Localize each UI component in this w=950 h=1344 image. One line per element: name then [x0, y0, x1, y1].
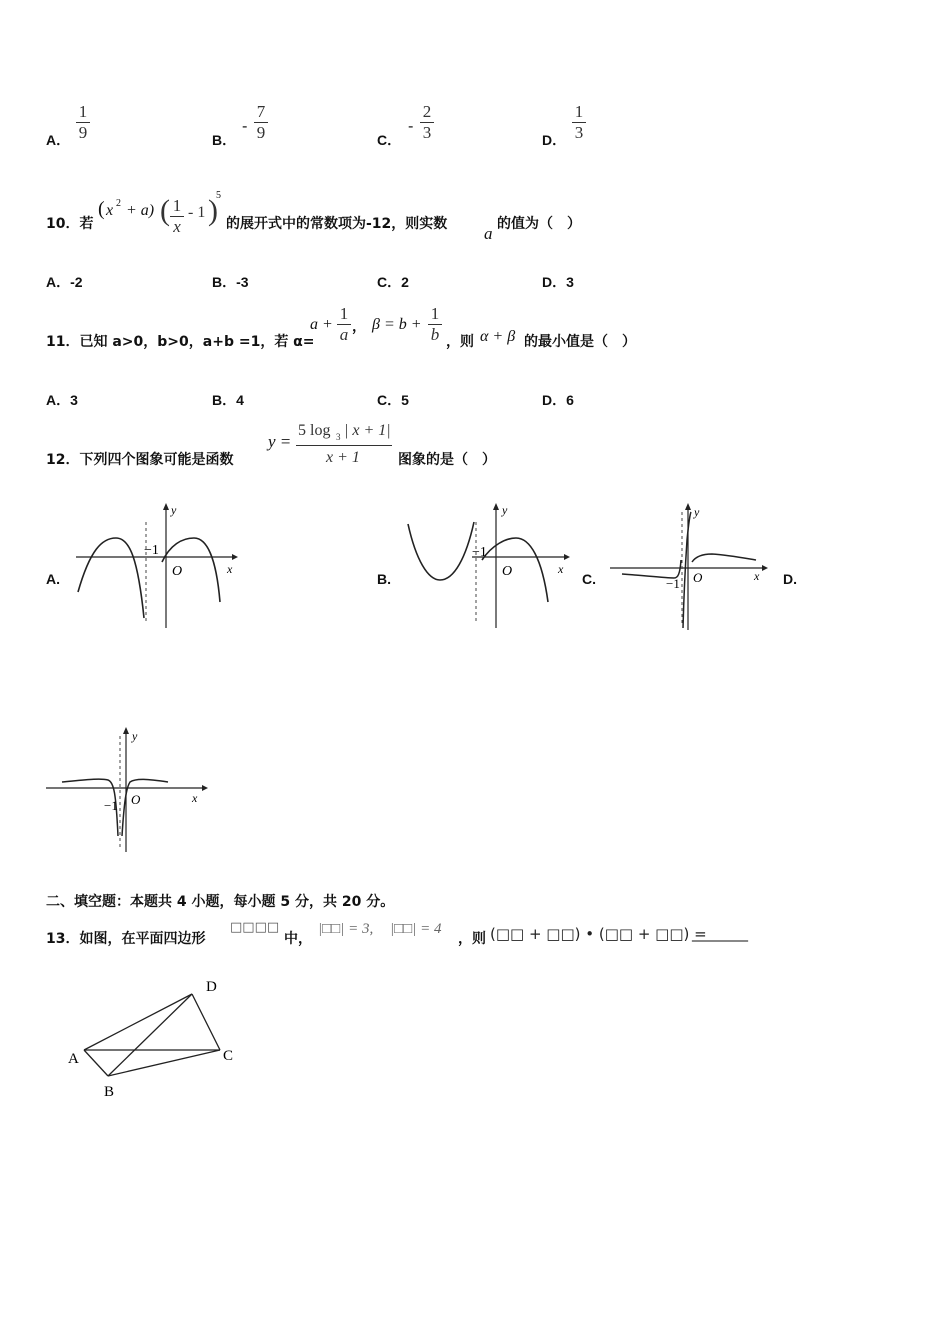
- q12-graph-b: [402, 500, 574, 630]
- svg-text:−1: −1: [666, 576, 680, 591]
- svg-text:−1: −1: [104, 798, 118, 813]
- q9-option-b-label: B．: [212, 132, 237, 148]
- q10-number: 10．若: [46, 216, 94, 232]
- q13-quadrilateral-figure: [62, 974, 248, 1100]
- q10-fraction: 1 x: [170, 196, 184, 237]
- svg-text:O: O: [131, 792, 141, 807]
- svg-text:x: x: [558, 562, 564, 576]
- q9-option-c-sign: -: [408, 116, 414, 135]
- svg-text:y: y: [132, 729, 138, 743]
- q11-text-start: 11．已知 a>0，b>0，a+b =1，若 α=: [46, 334, 315, 350]
- q13-vector-expression: (□□ + □□) • (□□ + □□) =: [490, 925, 707, 943]
- q13-text-start: 13．如图，在平面四边形: [46, 931, 206, 947]
- q12-function-fraction: 5 log 3 | x + 1| x + 1: [298, 422, 391, 466]
- q11-option-a: A．3: [46, 392, 78, 408]
- q12-graph-c: [608, 500, 770, 632]
- q11-text-end: 的最小值是（ ）: [524, 334, 636, 350]
- q10-var-a: a: [484, 224, 493, 243]
- q11-alpha-expr: a +: [310, 316, 333, 333]
- q13-text-in: 中，: [284, 931, 312, 947]
- q11-beta-fraction: 1 b: [428, 304, 442, 345]
- svg-text:x: x: [227, 562, 233, 576]
- svg-text:O: O: [172, 564, 183, 579]
- q10-minus-one: - 1: [188, 204, 206, 221]
- q13-answer-blank: ________: [692, 926, 748, 942]
- q10-expr-x: x: [106, 202, 114, 219]
- q9-option-d-label: D．: [542, 132, 567, 148]
- q12-graph-a: [70, 500, 240, 630]
- q13-quad-placeholder: □□□□: [230, 920, 280, 935]
- q12-option-d-label: D.: [783, 571, 797, 587]
- svg-text:y: y: [502, 503, 508, 517]
- q12-option-a-label: A.: [46, 571, 60, 587]
- q10-text-mid: 的展开式中的常数项为-12，则实数: [226, 216, 448, 232]
- q13-label-b: B: [104, 1084, 115, 1100]
- q13-cond1: |□□| = 3,: [318, 921, 374, 937]
- q9-option-b-fraction: 7 9: [254, 102, 268, 143]
- q11-sum-expr: α + β: [480, 328, 516, 345]
- q13-text-then: ，则: [458, 931, 486, 947]
- q10-expr-plus-a: + a): [126, 202, 155, 219]
- q11-option-b: B．4: [212, 392, 244, 408]
- q9-option-a-fraction: 1 9: [76, 102, 90, 143]
- q11-alpha-fraction: 1 a: [337, 304, 351, 345]
- q9-option-c-label: C．: [377, 132, 402, 148]
- q12-graph-d: [44, 724, 210, 856]
- q12-text-start: 12．下列四个图象可能是函数: [46, 452, 234, 468]
- q9-option-b-sign: -: [242, 116, 248, 135]
- q9-option-c-fraction: 2 3: [420, 102, 434, 143]
- q10-option-a: A．-2: [46, 274, 83, 290]
- q9-option-a-label: A．: [46, 132, 71, 148]
- q12-y-eq: y =: [268, 432, 292, 451]
- svg-text:y: y: [694, 505, 700, 519]
- q10-option-b: B．-3: [212, 274, 249, 290]
- q10-expr-square: 2: [116, 198, 121, 209]
- q11-comma: ，: [352, 319, 366, 335]
- q9-option-d-fraction: 1 3: [572, 102, 586, 143]
- q12-option-c-label: C.: [582, 571, 596, 587]
- svg-text:O: O: [502, 564, 513, 579]
- q10-power: 5: [216, 190, 221, 201]
- svg-text:O: O: [693, 570, 703, 585]
- q11-option-d: D．6: [542, 392, 574, 408]
- q13-label-a: A: [68, 1051, 79, 1067]
- svg-text:x: x: [754, 569, 760, 583]
- q11-beta-expr: β = b +: [372, 316, 422, 333]
- q11-text-then: ，则: [446, 334, 474, 350]
- q13-label-c: C: [223, 1048, 234, 1064]
- q10-text-end: 的值为（ ）: [497, 216, 581, 232]
- q10-expression: ( x 2 + a) ( 1 x - 1 ) 5: [98, 190, 221, 236]
- svg-text:−1: −1: [144, 543, 159, 558]
- q10-option-c: C．2: [377, 274, 409, 290]
- svg-text:y: y: [171, 503, 177, 517]
- q12-option-b-label: B.: [377, 571, 391, 587]
- q13-label-d: D: [206, 979, 217, 995]
- svg-text:−1: −1: [472, 545, 487, 560]
- q13-cond2: |□□| = 4: [390, 921, 442, 937]
- svg-text:x: x: [192, 791, 198, 805]
- q12-text-end: 图象的是（ ）: [398, 452, 496, 468]
- q11-option-c: C．5: [377, 392, 409, 408]
- section2-heading: 二、填空题：本题共 4 小题，每小题 5 分，共 20 分。: [46, 894, 395, 910]
- q10-option-d: D．3: [542, 274, 574, 290]
